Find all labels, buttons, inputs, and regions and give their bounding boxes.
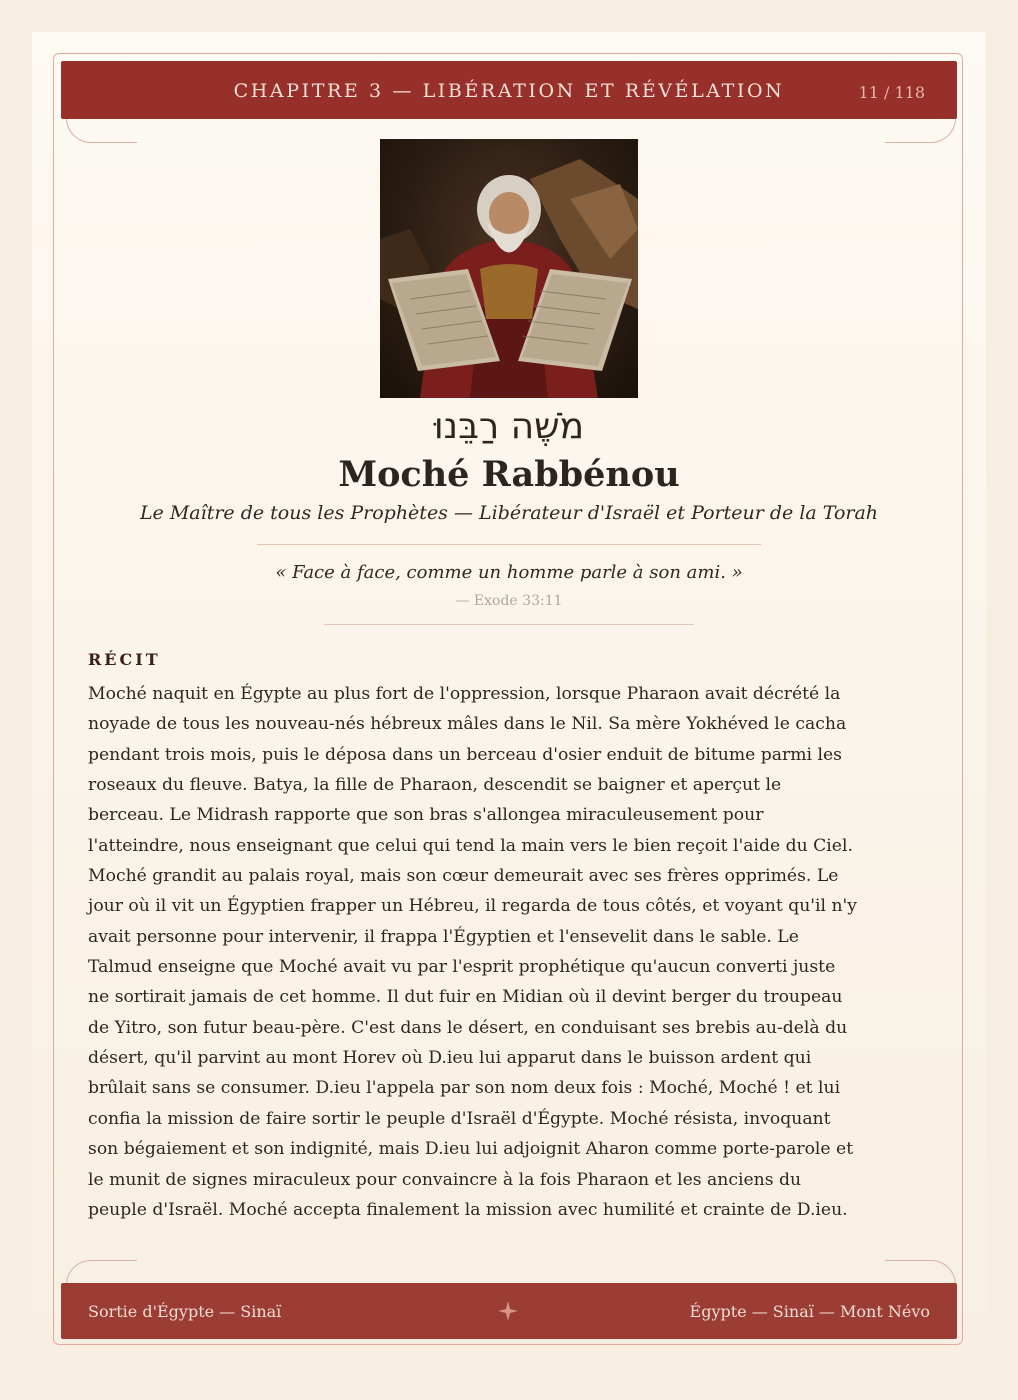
footer-period: Sortie d'Égypte — Sinaï bbox=[88, 1302, 282, 1321]
hebrew-name: מֹשֶׁה רַבֵּנוּ bbox=[433, 406, 585, 447]
divider bbox=[257, 544, 761, 545]
four-point-star-icon bbox=[497, 1300, 519, 1322]
chapter-title: CHAPITRE 3 — LIBÉRATION ET RÉVÉLATION bbox=[233, 80, 785, 102]
quote-source: — Exode 33:11 bbox=[455, 593, 563, 609]
moses-portrait-image bbox=[380, 139, 638, 398]
narrative-text: Moché naquit en Égypte au plus fort de l'oppression, lorsque Pharaon avait décrété la noyade de tous les nouveau-nés hébreux mâles dans le Nil. Sa mère Yokhéved le cacha pendant trois mois, puis le déposa dans un berceau d'osier enduit de bitume parmi les roseaux du fleuve. Batya, la fille de Pharaon, descendit se baigner et aperçut le berceau. Le Midrash rapporte que son bras s'allongea miraculeusement pour l'atteindre, nous enseignant que celui qui tend la main vers le bien reçoit l'aide du Ciel. Moché grandit au palais royal, mais son cœur demeurait avec ses frères opprimés. Le jour où il vit un Égyptien frapper un Hébreu, il regarda de tous côtés, et voyant qu'il n'y avait personne pour intervenir, il frappa l'Égyptien et l'ensevelit dans le sable. Le Talmud enseigne que Moché avait vu par l'esprit prophétique qu'aucun converti juste ne sortirait jamais de cet homme. Il dut fuir en Midian où il devint berger du troupeau de Yitro, son futur beau-père. C'est dans le désert, en conduisant ses brebis au-delà du désert, qu'il parvint au mont Horev où D.ieu lui apparut dans le buisson ardent qui brûlait sans se consumer. D.ieu l'appela par son nom deux fois : Moché, Moché ! et lui confia la mission de faire sortir le peuple d'Israël d'Égypte. Moché résista, invoquant son bégaiement et son indignité, mais D.ieu lui adjoignit Aharon comme porte-parole et le munit de signes miraculeux pour convaincre à la fois Pharaon et les anciens du peuple d'Israël. Moché accepta finalement la mission avec humilité et crainte de D.ieu. bbox=[88, 684, 857, 1220]
corner-ornament-bottom-left bbox=[66, 1260, 137, 1285]
page-footer bbox=[61, 1283, 957, 1339]
corner-ornament-bottom-right bbox=[885, 1260, 956, 1285]
quote-text: « Face à face, comme un homme parle à son ami. » bbox=[275, 562, 743, 583]
chapter-header bbox=[61, 61, 957, 119]
page-counter: 11 / 118 bbox=[858, 83, 925, 102]
figure-epithet: Le Maître de tous les Prophètes — Libérateur d'Israël et Porteur de la Torah bbox=[139, 502, 879, 524]
figure-name: Moché Rabbénou bbox=[338, 454, 680, 495]
section-label: RÉCIT bbox=[88, 650, 161, 669]
footer-locations: Égypte — Sinaï — Mont Névo bbox=[689, 1302, 930, 1321]
divider bbox=[324, 624, 694, 625]
